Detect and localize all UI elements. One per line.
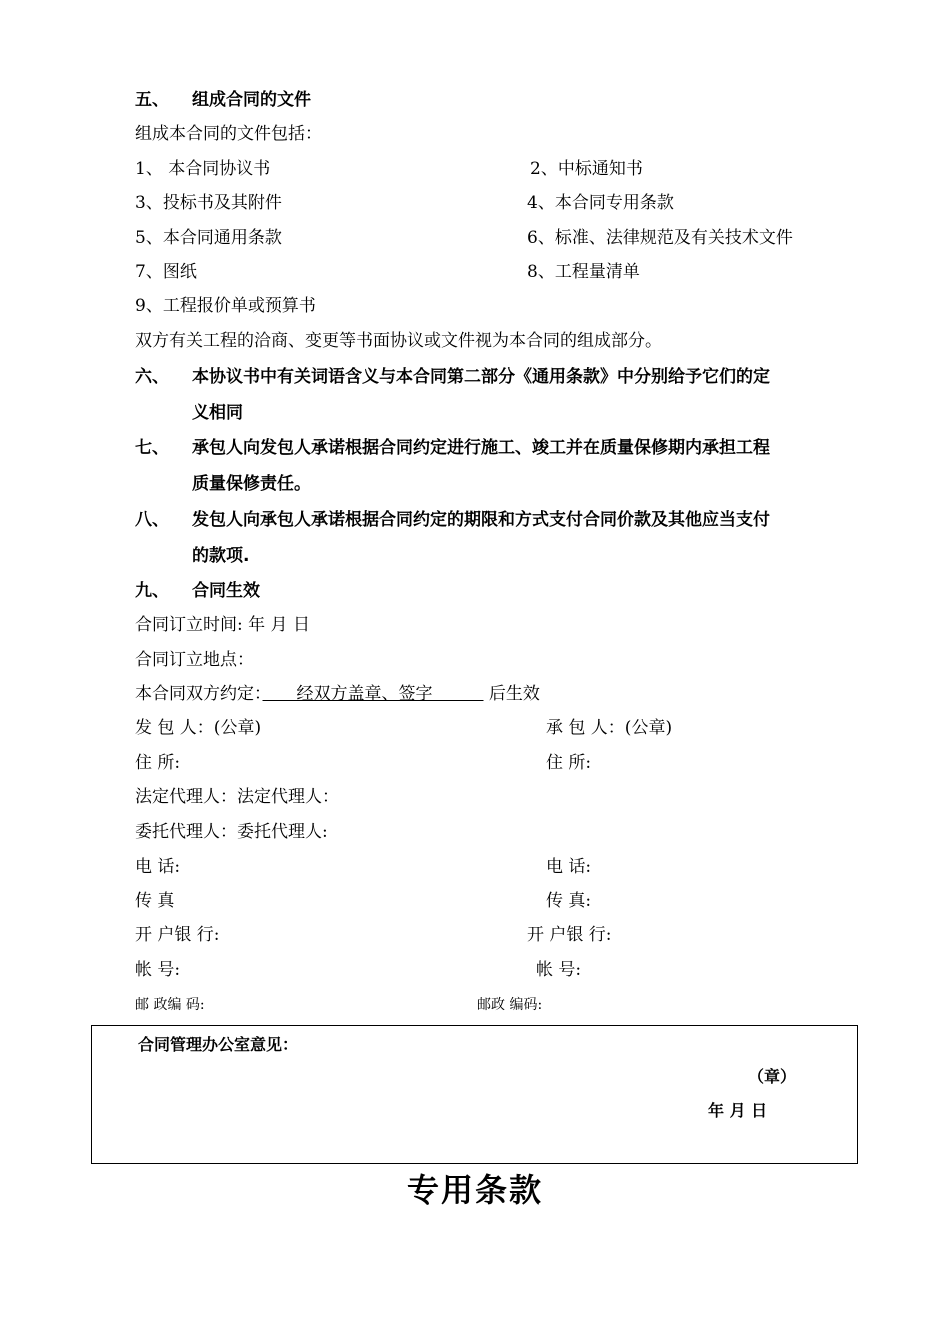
- postcode-left: 邮 政编 码:: [135, 997, 205, 1013]
- section8-text-line2: 的款项.: [192, 546, 250, 566]
- phone-right: 电 话:: [546, 857, 592, 877]
- doc-item-3: 3、投标书及其附件: [135, 193, 282, 213]
- phone-left: 电 话:: [135, 857, 181, 877]
- section6-number: 六、: [135, 367, 169, 387]
- address-left: 住 所:: [135, 753, 181, 773]
- employer-label: 发 包 人：(公章): [135, 718, 262, 738]
- section7-text-line2: 质量保修责任。: [192, 474, 311, 494]
- section9-number: 九、: [135, 581, 169, 601]
- office-seal: （章）: [748, 1067, 797, 1086]
- fax-right: 传 真:: [546, 891, 592, 911]
- office-opinion-title: 合同管理办公室意见：: [138, 1035, 299, 1054]
- postcode-right: 邮政 编码:: [477, 997, 543, 1013]
- contract-office-opinion-box: [91, 1025, 858, 1164]
- doc-item-6: 6、标准、法律规范及有关技术文件: [527, 228, 793, 248]
- section5-title: 组成合同的文件: [192, 90, 311, 110]
- section5-intro: 组成本合同的文件包括：: [135, 124, 322, 144]
- doc-item-9: 9、工程报价单或预算书: [135, 296, 316, 316]
- entrusted-representative: 委托代理人：委托代理人:: [135, 822, 328, 842]
- effective-value: 经双方盖章、签字: [262, 684, 484, 704]
- account-left: 帐 号:: [135, 960, 181, 980]
- office-date: 年 月 日: [708, 1101, 768, 1120]
- fax-left: 传 真: [135, 891, 175, 911]
- section9-title: 合同生效: [192, 581, 260, 601]
- bank-right: 开 户银 行:: [527, 925, 612, 945]
- account-right: 帐 号:: [536, 960, 582, 980]
- doc-item-7: 7、图纸: [135, 262, 197, 282]
- section7-text-line1: 承包人向发包人承诺根据合同约定进行施工、竣工并在质量保修期内承担工程: [192, 438, 770, 458]
- doc-item-8: 8、工程量清单: [527, 262, 640, 282]
- sign-place: 合同订立地点：: [135, 650, 254, 670]
- section8-text-line1: 发包人向承包人承诺根据合同约定的期限和方式支付合同价款及其他应当支付: [192, 510, 770, 530]
- doc-item-1: 1、 本合同协议书: [135, 159, 271, 179]
- doc-item-2: 2、中标通知书: [530, 159, 643, 179]
- effective-suffix: 后生效: [488, 684, 540, 704]
- section8-number: 八、: [135, 510, 169, 530]
- legal-representative: 法定代理人：法定代理人：: [135, 787, 339, 807]
- section5-number: 五、: [135, 90, 169, 110]
- sign-time: 合同订立时间: 年 月 日: [135, 615, 310, 635]
- section7-number: 七、: [135, 438, 169, 458]
- doc-item-5: 5、本合同通用条款: [135, 228, 282, 248]
- special-terms-title: 专用条款: [406, 1171, 543, 1209]
- section6-text-line1: 本协议书中有关词语含义与本合同第二部分《通用条款》中分别给予它们的定: [192, 367, 770, 387]
- contractor-label: 承 包 人：(公章): [546, 718, 673, 738]
- effective-clause: [135, 683, 540, 705]
- doc-item-4: 4、本合同专用条款: [527, 193, 674, 213]
- address-right: 住 所:: [546, 753, 592, 773]
- section6-text-line2: 义相同: [192, 403, 243, 423]
- bank-left: 开 户银 行:: [135, 925, 220, 945]
- section5-note: 双方有关工程的洽商、变更等书面协议或文件视为本合同的组成部分。: [135, 331, 662, 351]
- effective-prefix: 本合同双方约定：: [135, 684, 263, 704]
